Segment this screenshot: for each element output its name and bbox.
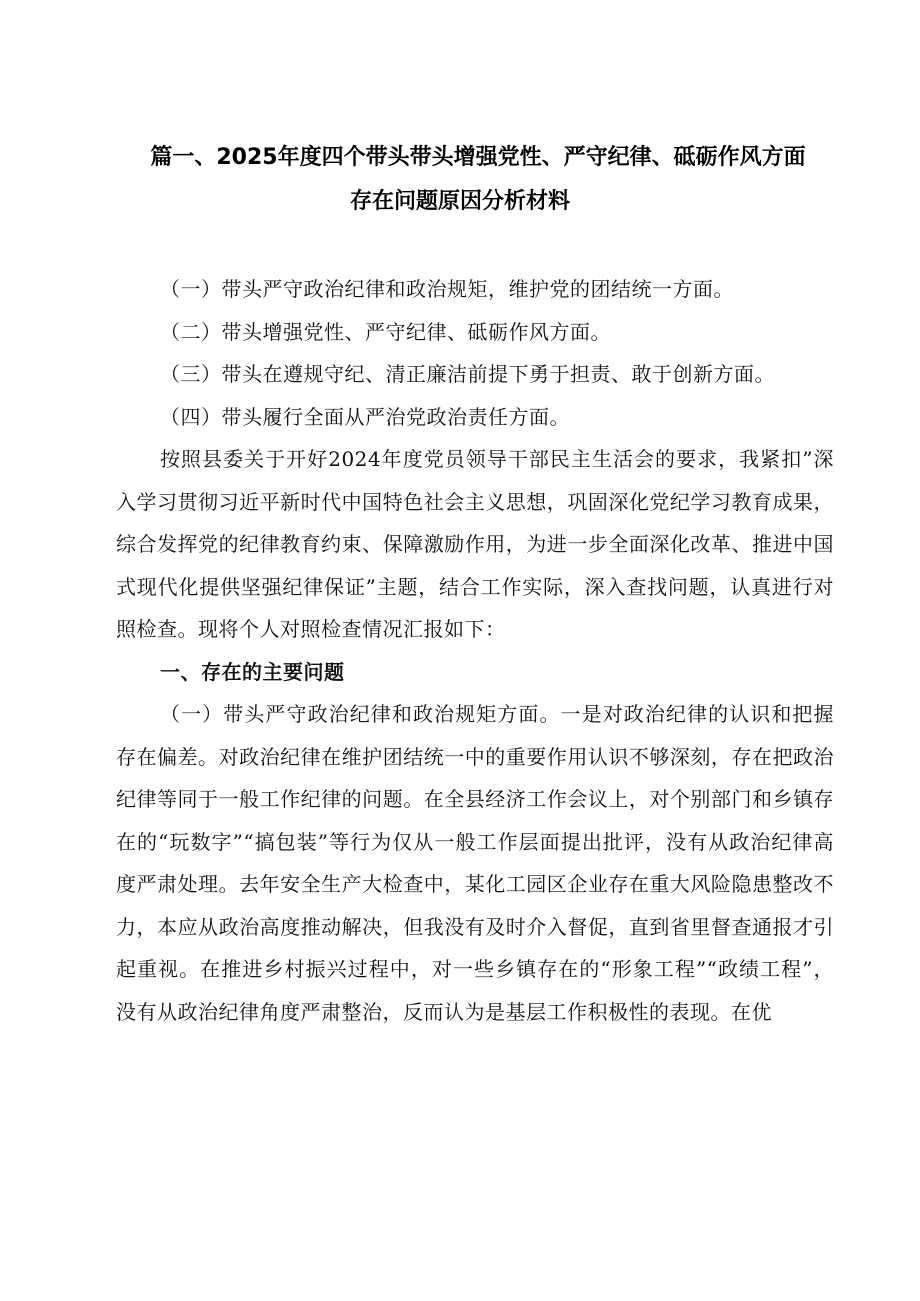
section-paragraph: （一）带头严守政治纪律和政治规矩方面。一是对政治纪律的认识和把握存在偏差。对政治纪律在维护团结统一中的重要作用认识不够深刻，存在把政治纪律等同于一般工作纪律的问题。在全县经济工作会议上，对个别部门和乡镇存在的“玩数字”“搞包装”等行为仅从一般工作层面提出批评，没有从政治纪律高度严肃处理。去年安全生产大检查中，某化工园区企业存在重大风险隐患整改不力，本应从政治高度推动解决，但我没有及时介入督促，直到省里督查通报才引起重视。在推进乡村振兴过程中，对一些乡镇存在的“形象工程”“政绩工程”，没有从政治纪律角度严肃整治，反而认为是基层工作积极性的表现。在优 (116, 702, 834, 1024)
section-heading: 一、存在的主要问题 (160, 659, 345, 684)
document-title-line-1: 篇一、2025年度四个带头带头增强党性、严守纪律、砥砺作风方面 (150, 145, 806, 170)
list-item: （二）带头增强党性、严守纪律、砥砺作风方面。 (160, 319, 611, 344)
list-item: （四）带头履行全面从严治党政治责任方面。 (160, 404, 570, 429)
document-body (116, 268, 834, 1033)
list-item: （一）带头严守政治纪律和政治规矩，维护党的团结统一方面。 (160, 277, 734, 301)
list-item: （三）带头在遵规守纪、清正廉洁前提下勇于担责、敢于创新方面。 (160, 362, 775, 386)
document-title-line-2: 存在问题原因分析材料 (349, 189, 570, 214)
intro-paragraph: 按照县委关于开好2024年度党员领导干部民主生活会的要求，我紧扣”深入学习贯彻习近平新时代中国特色社会主义思想，巩固深化党纪学习教育成果，综合发挥党的纪律教育约束、保障激励作用，为进一步全面深化改革、推进中国式现代化提供坚强纪律保证”主题，结合工作实际，深入查找问题，认真进行对照检查。现将个人对照检查情况汇报如下： (116, 447, 834, 641)
